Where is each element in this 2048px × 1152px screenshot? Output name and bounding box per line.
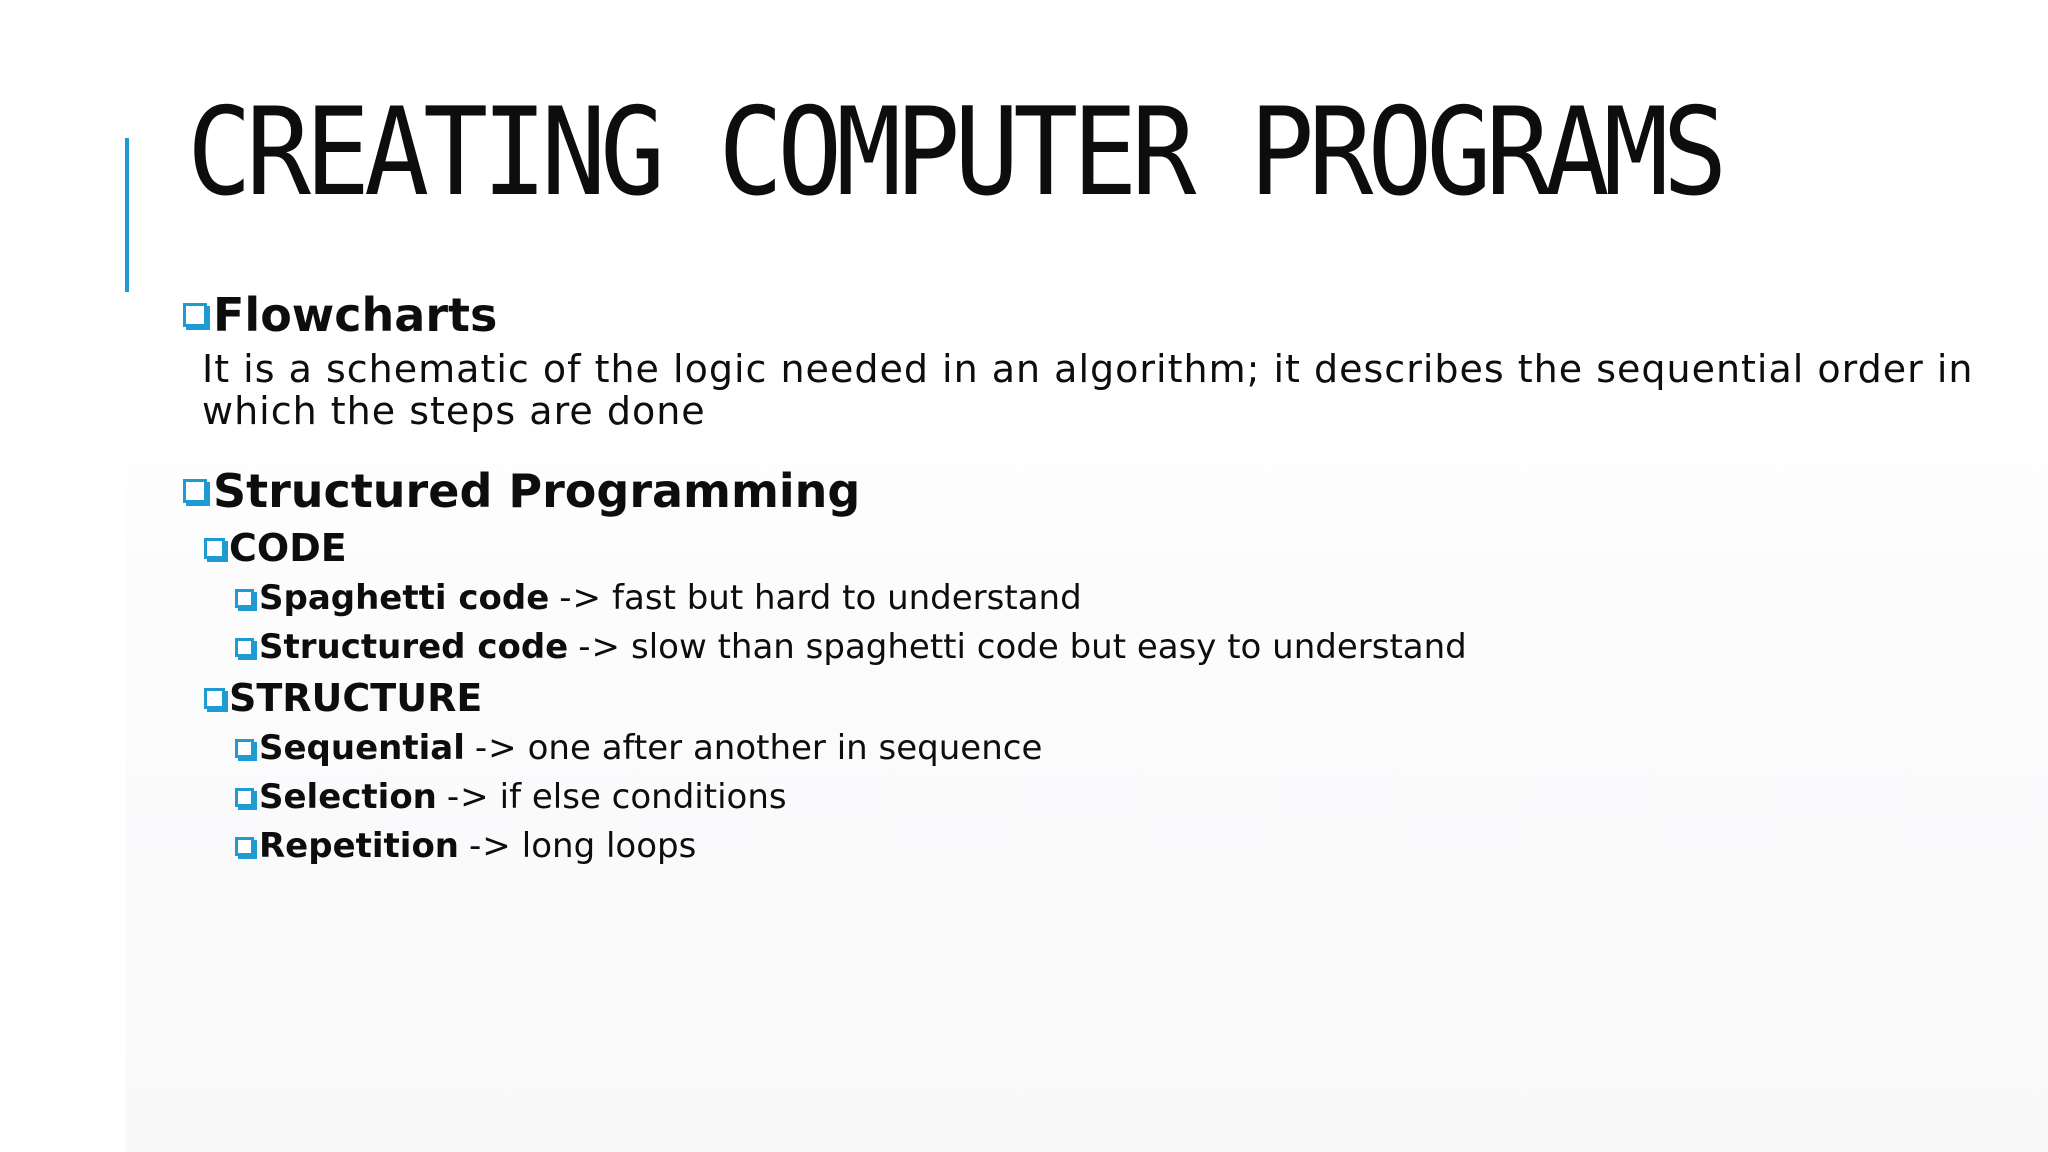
bullet-structured-programming	[183, 460, 2033, 522]
list-item-repetition	[183, 822, 2033, 871]
slide-title: CREATING COMPUTER PROGRAMS	[187, 82, 1722, 223]
item-text: one after another in sequence	[527, 728, 1043, 768]
square-bullet-icon	[235, 837, 254, 856]
list-item-selection	[183, 773, 2033, 822]
structured-programming-heading: Structured Programming	[213, 464, 861, 518]
spacer	[183, 432, 2033, 460]
square-bullet-icon	[183, 303, 207, 327]
arrow-separator: ->	[474, 728, 518, 768]
flowcharts-heading: Flowcharts	[213, 288, 498, 342]
square-bullet-icon	[235, 638, 254, 657]
bullet-structure	[183, 672, 2033, 724]
flowcharts-description: It is a schematic of the logic needed in an algorithm; it describes the sequential order in which the steps are done	[202, 347, 1974, 433]
arrow-separator: ->	[446, 777, 490, 817]
bullet-code	[183, 522, 2033, 574]
square-bullet-icon	[235, 589, 254, 608]
arrow-separator: ->	[578, 627, 622, 667]
item-term: Spaghetti code	[259, 578, 550, 618]
square-bullet-icon	[235, 788, 254, 807]
item-text: slow than spaghetti code but easy to understand	[631, 627, 1467, 667]
slide-content	[183, 284, 2033, 871]
structure-heading: STRUCTURE	[229, 676, 483, 720]
square-bullet-icon	[204, 538, 225, 559]
item-term: Sequential	[259, 728, 465, 768]
square-bullet-icon	[183, 479, 207, 503]
item-text: fast but hard to understand	[612, 578, 1082, 618]
square-bullet-icon	[204, 688, 225, 709]
item-term: Structured code	[259, 627, 569, 667]
item-text: if else conditions	[499, 777, 787, 817]
arrow-separator: ->	[559, 578, 603, 618]
item-term: Selection	[259, 777, 437, 817]
square-bullet-icon	[235, 739, 254, 758]
list-item-spaghetti-code	[183, 574, 2033, 623]
arrow-separator: ->	[469, 826, 512, 866]
list-item-structured-code	[183, 623, 2033, 672]
list-item-sequential	[183, 724, 2033, 773]
item-term: Repetition	[259, 826, 460, 866]
code-heading: CODE	[229, 526, 347, 570]
bullet-flowcharts	[183, 284, 2033, 346]
title-accent-bar	[125, 138, 129, 292]
item-text: long loops	[521, 826, 697, 866]
